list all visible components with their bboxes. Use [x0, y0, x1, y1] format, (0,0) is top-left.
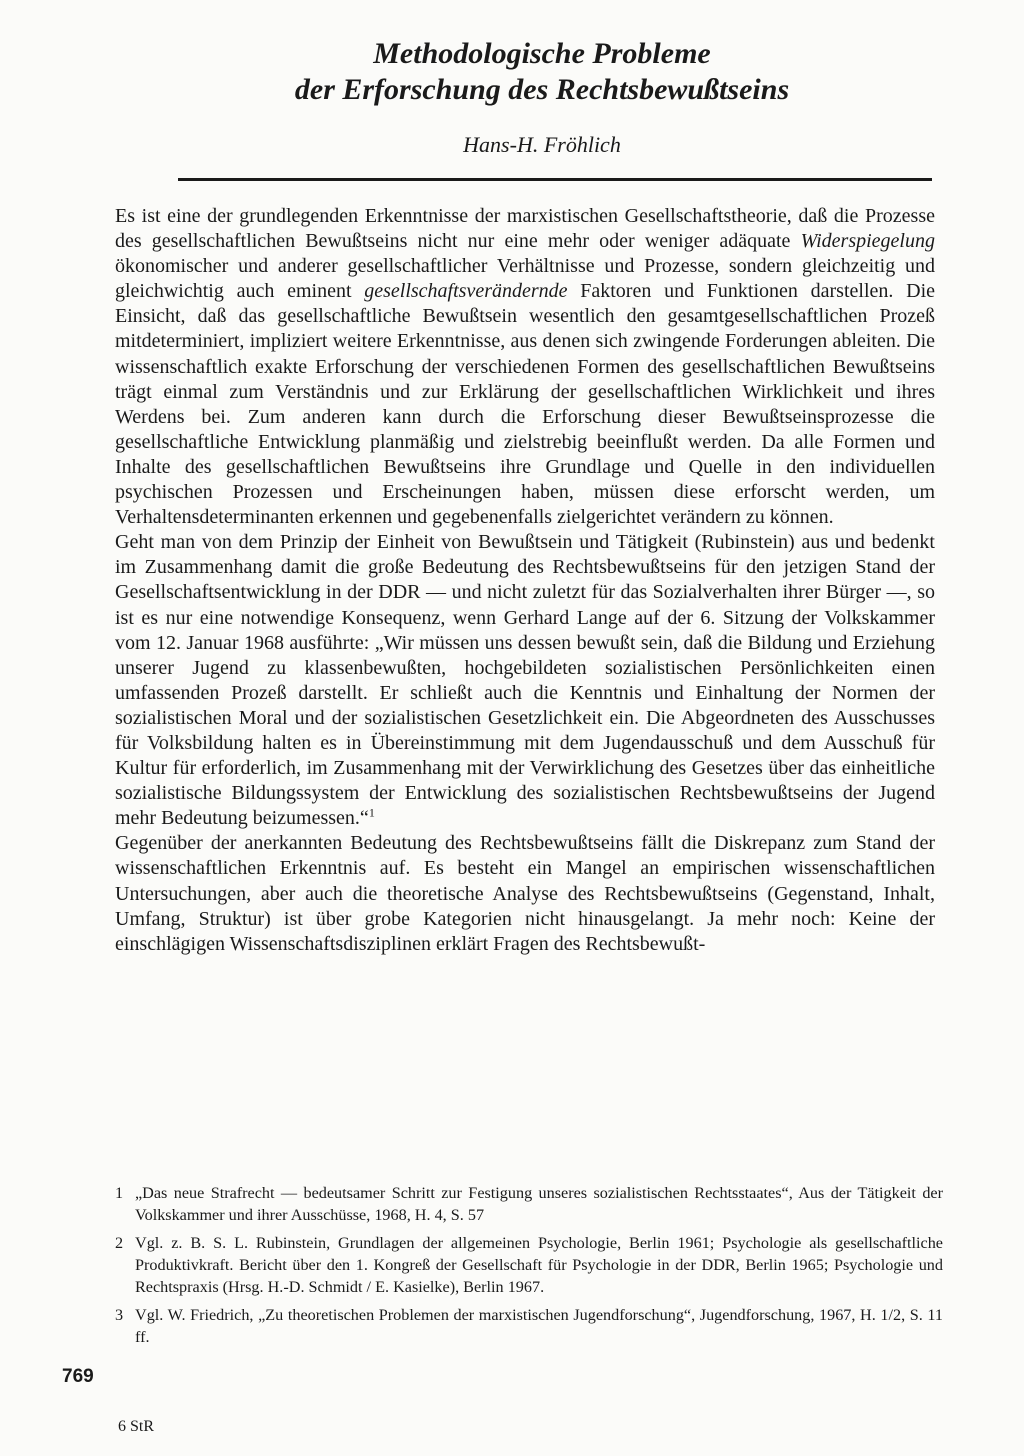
footnote-text: Vgl. z. B. S. L. Rubinstein, Grundlagen der allgemeinen Psychologie, Berlin 1961; Psychologie als gesellschaftliche Produktivkraft. Bericht über den 1. Kongreß der Gesellschaft für Psychologie in der DDR, Berlin 1965; Psychologie und Rechtspraxis (Hrsg. H.-D. Schmidt / E. Kasielke), Berlin 1967. — [135, 1234, 943, 1296]
printer-signature: 6 StR — [118, 1418, 155, 1435]
emphasis-widerspiegelung: Widerspiegelung — [800, 230, 935, 253]
footnote-number: 2 — [115, 1234, 124, 1252]
footnote-ref-1[interactable]: 1 — [368, 805, 375, 820]
page-number: 769 — [62, 1366, 94, 1387]
footnote-number: 3 — [115, 1306, 124, 1324]
footnote-1 — [115, 1182, 943, 1226]
footnote-3 — [115, 1304, 943, 1348]
paragraph-2 — [115, 530, 935, 831]
author-name: Hans-H. Fröhlich — [463, 132, 621, 157]
paragraph-1 — [115, 204, 935, 530]
footnote-2 — [115, 1232, 943, 1298]
footnotes — [115, 1182, 943, 1354]
emphasis-gesellschaftsveraendernde: gesellschaftsverändernde — [364, 280, 568, 303]
paragraph-2-text: Geht man von dem Prinzip der Einheit von Bewußtsein und Tätigkeit (Rubinstein) aus und bedenkt im Zusammenhang damit die große Bedeutung des Rechtsbewußtseins für den jetzigen Stand der Gesellschaftsentwicklung in der DDR — und nicht zuletzt für das Sozialverhalten ihrer Bürger —, so ist es nur eine notwendige Konsequenz, wenn Gerhard Lange auf der 6. Sitzung der Volkskammer vom 12. Januar 1968 ausführte: „Wir müssen uns dessen bewußt sein, daß die Bildung und Erziehung unserer Jugend zu klassenbewußten, hochgebildeten sozialistischen Persönlichkeiten einen umfassenden Prozeß darstellt. Er schließt auch die Kenntnis und Einhaltung der Normen der sozialistischen Moral und der sozialistischen Gesetzlichkeit ein. Die Abgeordneten des Ausschusses für Volksbildung halten es in Übereinstimmung mit dem Jugendausschuß und dem Ausschuß für Kultur für erforderlich, im Zusammenhang mit der Verwirklichung des Gesetzes über das einheitliche sozialistische Bildungssystem der Entwicklung des sozialistischen Rechtsbewußtseins der Jugend mehr Bedeutung beizumessen.“ — [115, 531, 935, 830]
title-line-2: der Erforschung des Rechtsbewußtseins — [294, 73, 790, 106]
footnote-text: Vgl. W. Friedrich, „Zu theoretischen Problemen der marxistischen Jugendforschung“, Jugendforschung, 1967, H. 1/2, S. 11 ff. — [135, 1306, 943, 1346]
paragraph-3: Gegenüber der anerkannten Bedeutung des Rechtsbewußtseins fällt die Diskrepanz zum Stand der wissenschaftlichen Erkenntnis auf. Es besteht ein Mangel an empirischen wissenschaftlichen Untersuchungen, aber auch die theoretische Analyse des Rechtsbewußtseins (Gegenstand, Inhalt, Umfang, Struktur) ist über grobe Kategorien nicht hinausgelangt. Ja mehr noch: Keine der einschlägigen Wissenschaftsdisziplinen erklärt Fragen des Rechtsbewußt- — [115, 832, 935, 955]
header-divider — [178, 178, 932, 181]
paragraph-1-text-a: Es ist eine der grundlegenden Erkenntnisse der marxistischen Gesellschaftstheorie, daß die Prozesse des gesellschaftlichen Bewußtseins nicht nur eine mehr oder weniger adäquate — [115, 205, 935, 253]
article-title — [0, 36, 1024, 108]
paragraph-1-text-b: ökonomischer und anderer gesellschaftlicher Verhältnisse und Prozesse, sondern gleichzeitig und gleichwichtig auch eminent — [115, 255, 935, 303]
paragraph-1-text-c: Faktoren und Funktionen darstellen. Die Einsicht, daß das gesellschaftliche Bewußtsein wesentlich den gesamtgesellschaftlichen Prozeß mitdeterminiert, impliziert weitere Erkenntnisse, aus denen sich zwingende Forderungen ableiten. Die wissenschaftlich exakte Erforschung der verschiedenen Formen des gesellschaftlichen Bewußtseins trägt einmal zum Verständnis und zur Erklärung der gesellschaftlichen Wirklichkeit und ihres Werdens bei. Zum anderen kann durch die Erforschung dieser Bewußtseinsprozesse die gesellschaftliche Entwicklung planmäßig und zielstrebig beeinflußt werden. Da alle Formen und Inhalte des gesellschaftlichen Bewußtseins ihre Grundlage und Quelle in den individuellen psychischen Prozessen und Erscheinungen haben, müssen diese erforscht werden, um Verhaltensdeterminanten erkennen und gegebenenfalls zielgerichtet verändern zu können. — [115, 280, 935, 529]
footnote-number: 1 — [115, 1184, 124, 1202]
article-body — [115, 204, 935, 957]
title-line-1: Methodologische Probleme — [373, 37, 711, 70]
footnote-text: „Das neue Strafrecht — bedeutsamer Schritt zur Festigung unseres sozialistischen Rechtsstaates“, Aus der Tätigkeit der Volkskammer und ihrer Ausschüsse, 1968, H. 4, S. 57 — [135, 1184, 943, 1224]
